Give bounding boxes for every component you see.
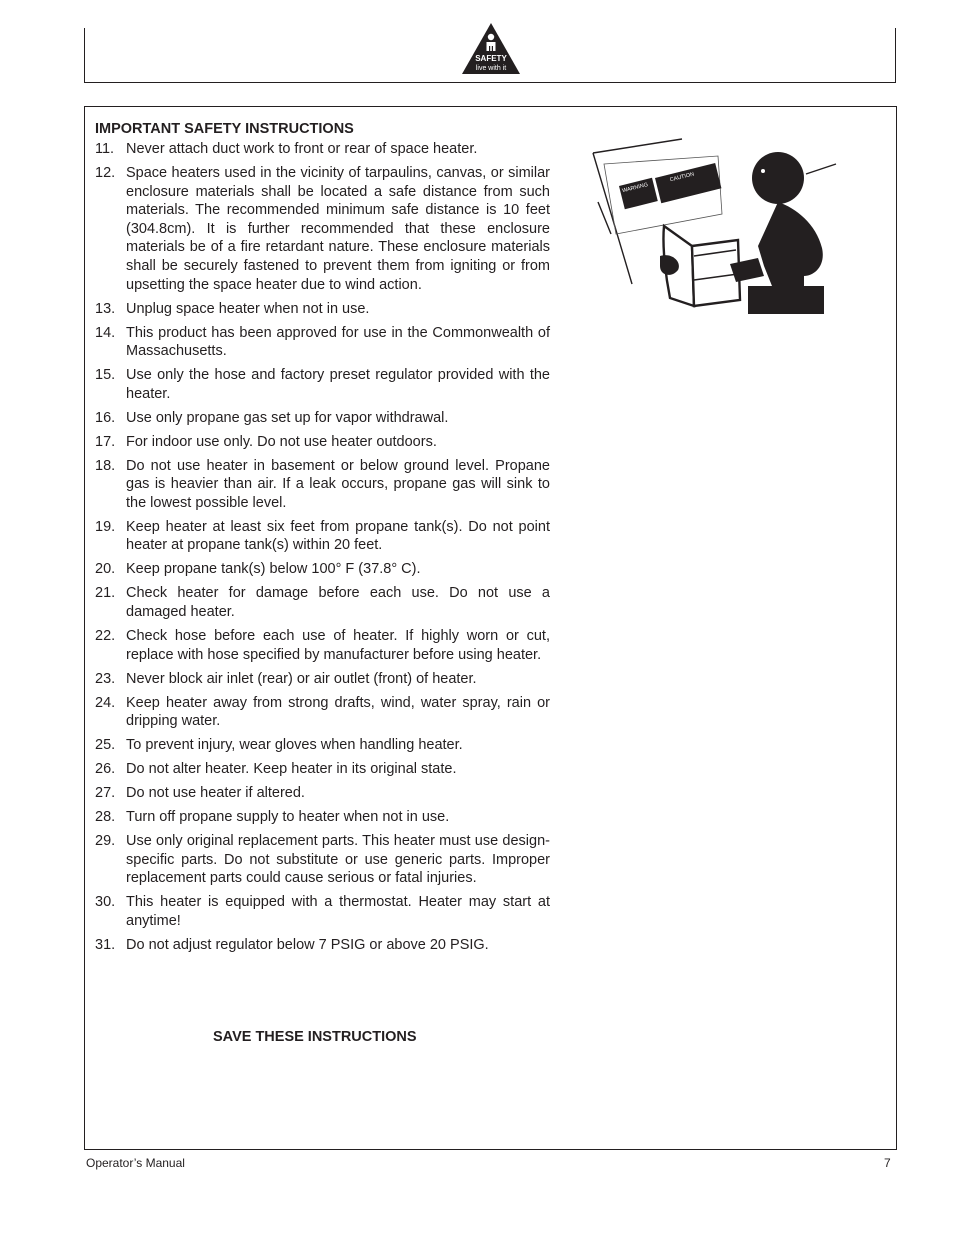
instruction-number: 21. <box>95 585 116 602</box>
instruction-number: 17. <box>95 433 116 450</box>
instruction-item <box>95 366 550 403</box>
section-title: IMPORTANT SAFETY INSTRUCTIONS <box>95 121 354 137</box>
instruction-text: Use only the hose and factory preset regulator provided with the heater. <box>126 367 550 402</box>
instruction-text: Keep propane tank(s) below 100° F (37.8° C). <box>126 561 421 578</box>
instruction-item <box>95 760 550 779</box>
instruction-item <box>95 784 550 803</box>
instruction-number: 14. <box>95 324 116 341</box>
instruction-number: 26. <box>95 761 116 778</box>
instruction-item <box>95 140 550 159</box>
instruction-item <box>95 936 550 955</box>
instruction-number: 11. <box>95 141 115 157</box>
instruction-text: Check heater for damage before each use. Do not use a damaged heater. <box>126 585 550 620</box>
instruction-item <box>95 164 550 294</box>
instruction-text: This product has been approved for use in the Commonwealth of Massachusetts. <box>126 324 550 360</box>
instruction-item <box>95 433 550 452</box>
logo-text-safety: SAFETY <box>475 54 507 63</box>
instruction-number: 12. <box>95 164 116 181</box>
save-instructions-text: SAVE THESE INSTRUCTIONS <box>213 1029 417 1045</box>
instruction-number: 27. <box>95 785 116 802</box>
instruction-text: Use only propane gas set up for vapor withdrawal. <box>126 409 449 426</box>
safety-logo-icon <box>461 22 521 76</box>
instruction-text: Do not adjust regulator below 7 PSIG or above 20 PSIG. <box>126 936 489 953</box>
instruction-number: 24. <box>95 694 116 711</box>
instruction-number: 28. <box>95 809 116 826</box>
instruction-text: Do not use heater in basement or below ground level. Propane gas is heavier than air. If a leak occurs, propane gas will sink to the lowest possible level. <box>126 457 550 511</box>
reading-manual-illustration <box>590 136 840 322</box>
warning-label: WARNING <box>621 182 649 195</box>
instruction-text: Keep heater away from strong drafts, wind, water spray, rain or dripping water. <box>126 694 550 730</box>
instruction-item <box>95 694 550 731</box>
logo-text-tagline: live with it <box>475 65 507 72</box>
instruction-number: 15. <box>95 367 116 384</box>
instruction-item <box>95 457 550 513</box>
instruction-item <box>95 518 550 555</box>
instruction-text: Do not alter heater. Keep heater in its original state. <box>126 761 457 778</box>
instruction-text: Unplug space heater when not in use. <box>126 300 370 317</box>
instruction-text: This heater is equipped with a thermostat. Heater may start at anytime! <box>126 894 550 929</box>
instruction-number: 23. <box>95 670 116 687</box>
instruction-item <box>95 670 550 689</box>
instruction-text: Turn off propane supply to heater when not in use. <box>126 809 450 826</box>
instruction-text: Check hose before each use of heater. If highly worn or cut, replace with hose specified by manufacturer before using heater. <box>126 627 550 663</box>
instruction-number: 22. <box>95 627 116 644</box>
instruction-number: 16. <box>95 409 116 426</box>
instruction-number: 20. <box>95 561 116 578</box>
instruction-item <box>95 324 550 361</box>
instruction-item <box>95 560 550 579</box>
instruction-number: 25. <box>95 737 116 754</box>
instruction-text: Keep heater at least six feet from propane tank(s). Do not point heater at propane tank(s) within 20 feet. <box>126 518 550 554</box>
footer-page-number: 7 <box>884 1156 891 1170</box>
instruction-number: 31. <box>95 936 116 953</box>
instruction-text: To prevent injury, wear gloves when handling heater. <box>126 737 463 754</box>
instruction-item <box>95 808 550 827</box>
caution-label: CAUTION <box>669 171 695 184</box>
instruction-item <box>95 300 550 319</box>
instruction-text: Use only original replacement parts. This heater must use design-specific parts. Do not substitute or use generic parts. Improper replacement parts could cause serious or fatal injuries. <box>126 833 550 887</box>
instruction-number: 29. <box>95 833 116 850</box>
instructions-list <box>95 140 550 954</box>
instruction-item <box>95 584 550 621</box>
instruction-number: 18. <box>95 457 116 474</box>
instruction-item <box>95 893 550 930</box>
instruction-number: 30. <box>95 894 116 911</box>
instruction-text: Do not use heater if altered. <box>126 785 305 802</box>
instruction-text: Space heaters used in the vicinity of tarpaulins, canvas, or similar enclosure materials shall be located a safe distance from such materials. The recommended minimum safe distance is 10 feet (304.8cm). It is further recommended that these enclosure materials be of a fire retardant nature. These enclosure materials shall be securely fastened to prevent them from igniting or from upsetting the space heater due to wind action. <box>126 164 550 293</box>
instruction-item <box>95 627 550 664</box>
instruction-number: 13. <box>95 300 116 317</box>
instructions-column <box>95 121 550 960</box>
instruction-text: Never block air inlet (rear) or air outlet (front) of heater. <box>126 670 477 687</box>
instruction-text: Never attach duct work to front or rear of space heater. <box>126 141 478 157</box>
instruction-number: 19. <box>95 518 116 535</box>
footer-manual-title: Operator’s Manual <box>86 1156 185 1170</box>
instruction-item <box>95 409 550 428</box>
instruction-item <box>95 736 550 755</box>
instruction-item <box>95 832 550 888</box>
instruction-text: For indoor use only. Do not use heater outdoors. <box>126 433 437 450</box>
